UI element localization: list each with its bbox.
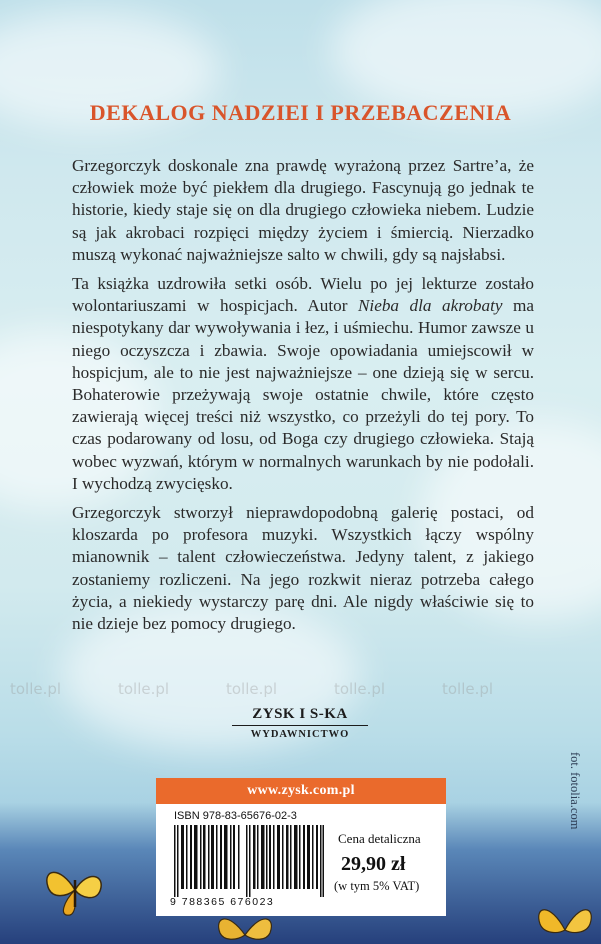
book-title-heading: DEKALOG NADZIEI I PRZEBACZENIA bbox=[89, 100, 512, 125]
book-title-italic: Nieba dla akrobaty bbox=[357, 296, 503, 316]
publisher-logo bbox=[232, 706, 368, 740]
blurb-paragraph: Grzegorczyk stworzył nieprawdopodobną galerię postaci, od kloszarda po profesora muzyki. Wszystkich łączy wspólny mianownik – talent człowieczeństwa. Jedyny talent, z jakiego zostaniemy rozliczeni. Na jego rozkwit nieraz potrzeba całego życia, a niekiedy wystarczy parę dni. Ale nigdy właściwie się to nie dzieje bez pomocy drugiego. bbox=[72, 503, 534, 634]
watermark: tolle.pl bbox=[226, 680, 278, 698]
vat-note: (w tym 5% VAT) bbox=[334, 879, 420, 893]
barcode-icon bbox=[174, 825, 324, 897]
blurb-paragraph: Grzegorczyk doskonale zna prawdę wyrażoną przez Sartre’a, że człowiek może być piekłem dla drugiego. Fascynują go jednak te historie, kiedy staje się on dla drugiego człowieka niebem. Ludzie są jak akrobaci rozpięci między życiem i śmiercią. Nierzadko muszą wykonać najważniejsze salto w chwili, gdy są najsłabsi. bbox=[72, 156, 534, 264]
price-label: Cena detaliczna bbox=[338, 831, 421, 846]
isbn-number: ISBN 978-83-65676-02-3 bbox=[174, 810, 297, 822]
watermark: tolle.pl bbox=[442, 680, 494, 698]
barcode-panel bbox=[156, 778, 446, 916]
butterfly-icon bbox=[530, 890, 600, 944]
barcode-digits: 9 788365 676023 bbox=[170, 896, 275, 908]
publisher-name: ZYSK I S-KA bbox=[232, 706, 368, 726]
publisher-subtitle: WYDAWNICTWO bbox=[250, 729, 350, 740]
publisher-url: www.zysk.com.pl bbox=[156, 778, 446, 804]
watermark: tolle.pl bbox=[10, 680, 62, 698]
watermark: tolle.pl bbox=[334, 680, 386, 698]
butterfly-icon bbox=[40, 855, 110, 925]
watermark-row bbox=[0, 680, 601, 706]
blurb-text bbox=[72, 155, 534, 642]
watermark: tolle.pl bbox=[118, 680, 170, 698]
photo-credit: fot. fotolia.com bbox=[568, 752, 582, 830]
price-value: 29,90 zł bbox=[341, 853, 406, 875]
blurb-paragraph: Ta książka uzdrowiła setki osób. Wielu po jej lekturze zostało wolontariuszami w hospicjach. Autor Nieba dla akrobaty ma niespotykany dar wywoływania i łez, i uśmiechu. Humor zawsze u niego oczyszcza i zbawia. Swoje opowiadania umiejscowił w hospicjum, ale to nie jest najważniejsze – one dzieją się w sercu. Bohaterowie przeżywają swoje ostatnie chwile, które często zawierają więcej treści niż wszystko, co przeżyli do tej pory. To czas podarowany od losu, od Boga czy drugiego człowieka. Stają wobec wyzwań, którym w normalnych warunkach by nie podołali. I wychodzą zwycięsko. bbox=[72, 274, 534, 493]
